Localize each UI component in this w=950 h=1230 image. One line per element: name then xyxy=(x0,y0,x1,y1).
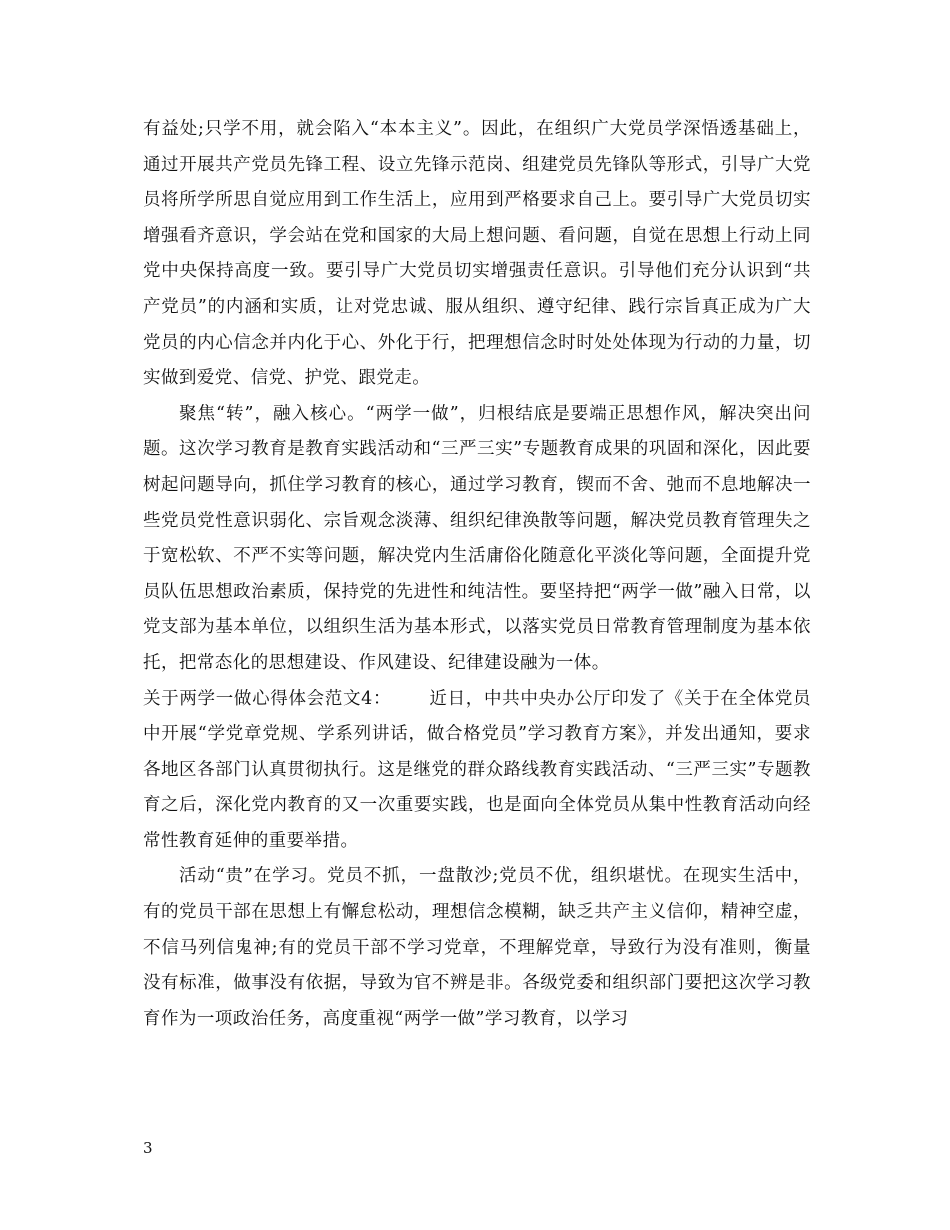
document-body xyxy=(143,112,811,1037)
paragraph-3-text: 近日，中共中央办公厅印发了《关于在全体党员中开展“学党章党规、学系列讲话，做合格党员”学习教育方案》，并发出通知，要求各地区各部门认真贯彻执行。这是继党的群众路线教育实践活动、“三严三实”专题教育之后，深化党内教育的又一次重要实践，也是面向全体党员从集中性教育活动向经常性教育延伸的重要举措。 xyxy=(143,688,812,851)
paragraph-4: 活动“贵”在学习。党员不抓，一盘散沙;党员不优，组织堪忧。在现实生活中，有的党员干部在思想上有懈怠松动，理想信念模糊，缺乏共产主义信仰，精神空虚，不信马列信鬼神;有的党员干部不学习党章，不理解党章，导致行为没有准则，衡量没有标准，做事没有依据，导致为官不辨是非。各级党委和组织部门要把这次学习教育作为一项政治任务，高度重视“两学一做”学习教育，以学习 xyxy=(143,866,811,1029)
section-heading: 关于两学一做心得体会范文4： xyxy=(143,688,392,709)
paragraph-1: 有益处;只学不用，就会陷入“本本主义”。因此，在组织广大党员学深悟透基础上，通过开展共产党员先锋工程、设立先锋示范岗、组建党员先锋队等形式，引导广大党员将所学所思自觉应用到工作生活上，应用到严格要求自己上。要引导广大党员切实增强看齐意识，学会站在党和国家的大局上想问题、看问题，自觉在思想上行动上同党中央保持高度一致。要引导广大党员切实增强责任意识。引导他们充分认识到“共产党员”的内涵和实质，让对党忠诚、服从组织、遵守纪律、践行宗旨真正成为广大党员的内心信念并内化于心、外化于行，把理想信念时时处处体现为行动的力量，切实做到爱党、信党、护党、跟党走。 xyxy=(143,119,811,389)
page-number: 3 xyxy=(143,1139,153,1157)
paragraph-3 xyxy=(143,682,811,860)
paragraph-2: 聚焦“转”，融入核心。“两学一做”，归根结底是要端正思想作风，解决突出问题。这次学习教育是教育实践活动和“三严三实”专题教育成果的巩固和深化，因此要树起问题导向，抓住学习教育的核心，通过学习教育，锲而不舍、弛而不息地解决一些党员党性意识弱化、宗旨观念淡薄、组织纪律涣散等问题，解决党员教育管理失之于宽松软、不严不实等问题，解决党内生活庸俗化随意化平淡化等问题，全面提升党员队伍思想政治素质，保持党的先进性和纯洁性。要坚持把“两学一做”融入日常，以党支部为基本单位，以组织生活为基本形式，以落实党员日常教育管理制度为基本依托，把常态化的思想建设、作风建设、纪律建设融为一体。 xyxy=(143,403,811,673)
